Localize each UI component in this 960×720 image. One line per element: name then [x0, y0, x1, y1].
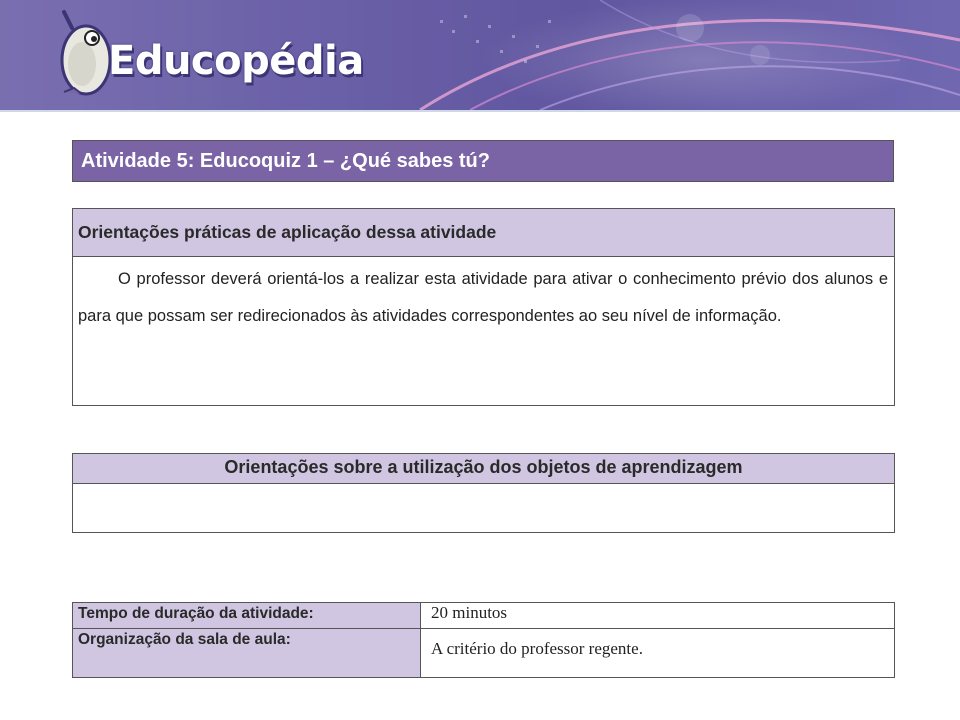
organization-value: A critério do professor regente.	[421, 629, 895, 678]
activity-info-table	[72, 602, 895, 678]
duration-label: Tempo de duração da atividade:	[73, 603, 421, 629]
header-banner	[0, 0, 960, 112]
logo-text: Educopédia	[108, 38, 364, 84]
learning-objects-text	[73, 484, 894, 488]
organization-row	[73, 629, 895, 678]
practical-guidelines-text: O professor deverá orientá-los a realizar esta atividade para ativar o conhecimento prévio dos alunos e para que possam ser redirecionados às atividades correspondentes ao seu nível de informação.	[78, 270, 888, 325]
duration-value: 20 minutos	[421, 603, 895, 629]
organization-label: Organização da sala de aula:	[73, 629, 421, 678]
activity-title: Atividade 5: Educoquiz 1 – ¿Qué sabes tú?	[81, 150, 490, 172]
learning-objects-box	[72, 453, 895, 533]
activity-title-bar	[72, 140, 894, 182]
practical-guidelines-heading: Orientações práticas de aplicação dessa atividade	[73, 209, 894, 257]
duration-row	[73, 603, 895, 629]
learning-objects-heading: Orientações sobre a utilização dos objetos de aprendizagem	[73, 454, 894, 484]
practical-guidelines-box	[72, 208, 895, 406]
